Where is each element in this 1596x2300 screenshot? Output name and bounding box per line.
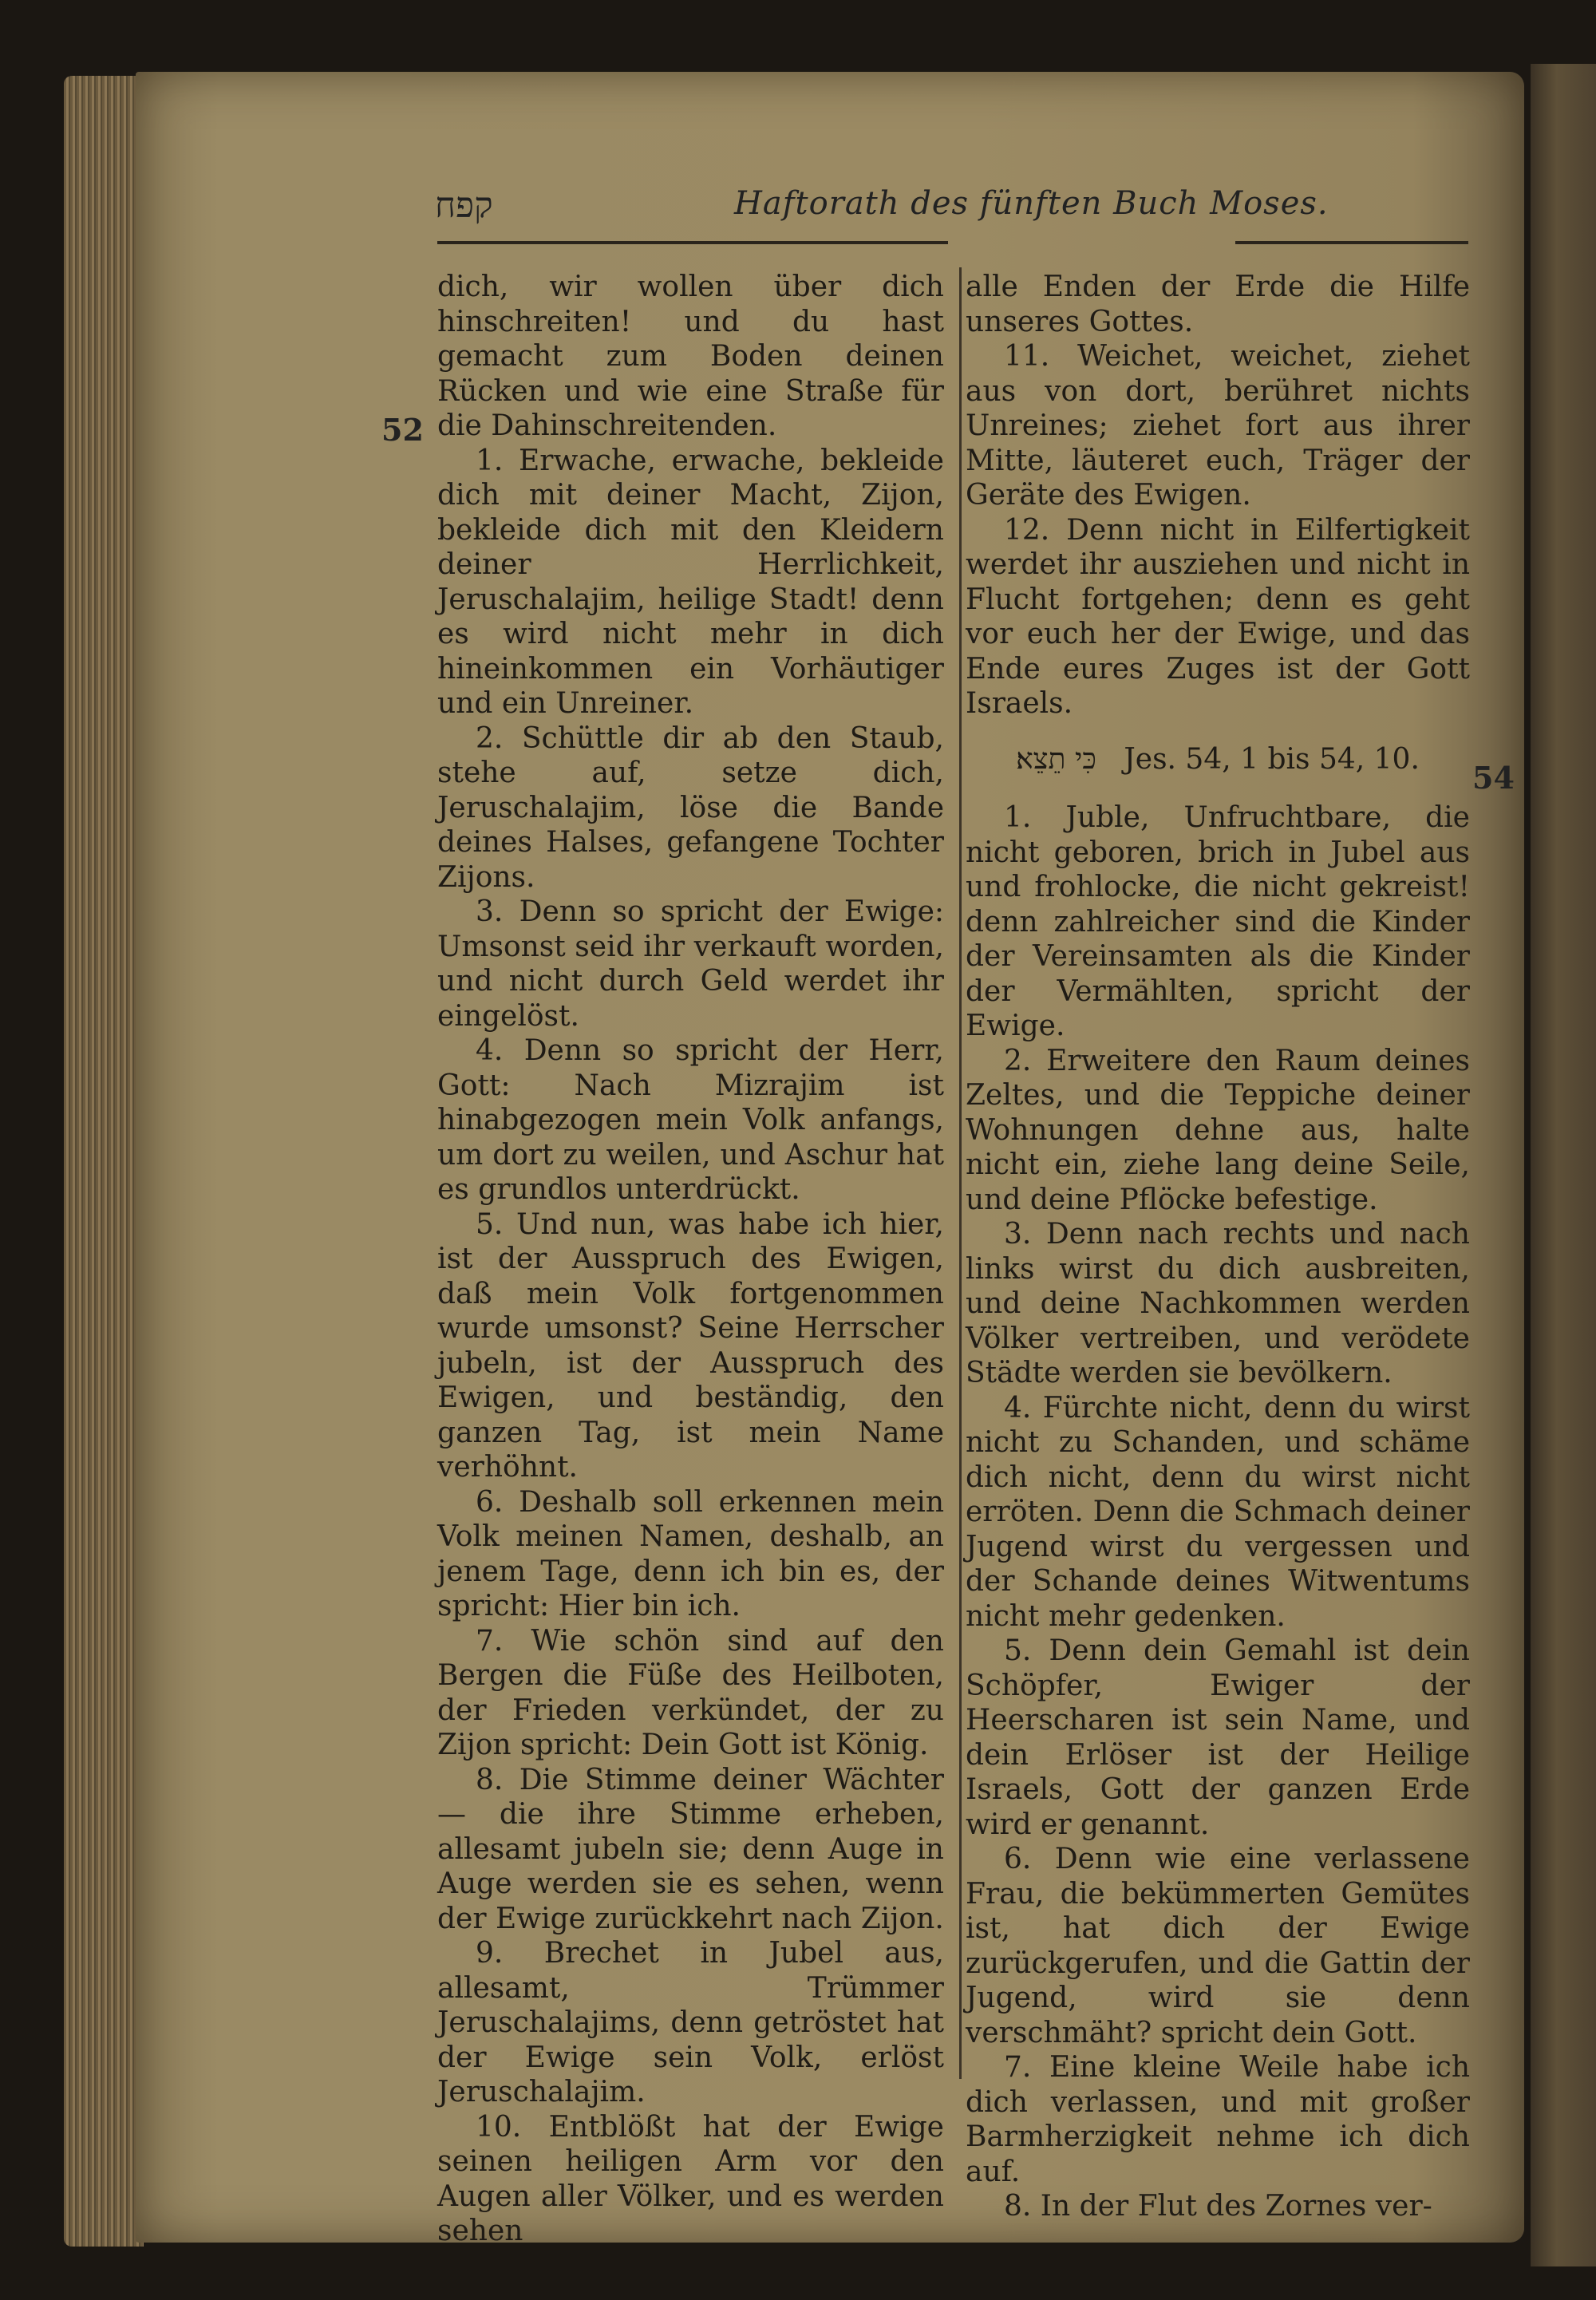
- header-rule-left: [437, 241, 948, 244]
- verse-paragraph: 8. Die Stimme deiner Wächter — die ihre Stimme erheben, allesamt jubeln sie; denn Auge in Auge werden sie es sehen, wenn der Ewige zurückkehrt nach Zijon.: [437, 1763, 944, 1935]
- haftarah-reference: [966, 742, 1470, 777]
- verse-paragraph: alle Enden der Erde die Hilfe unseres Gottes.: [966, 271, 1470, 338]
- running-title: Haftorath des fünften Buch Moses.: [734, 185, 1329, 222]
- verse-paragraph: 7. Wie schön sind auf den Bergen die Füße des Heilboten, der Frieden verkündet, der zu Zijon spricht: Dein Gott ist König.: [437, 1624, 944, 1761]
- chapter-number-left: 52: [381, 412, 424, 448]
- verse-paragraph: 12. Denn nicht in Eilfertigkeit werdet ihr ausziehen und nicht in Flucht fortgehen; denn es geht vor euch her der Ewige, und das Ende eures Zuges ist der Gott Israels.: [966, 513, 1470, 720]
- verse-paragraph: 5. Denn dein Gemahl ist dein Schöpfer, Ewiger der Heerscharen ist sein Name, und dein Erlöser ist der Heilige Israels, Gott der ganzen Erde wird er genannt.: [966, 1634, 1470, 1841]
- reference-hebrew: כִּי תֵצֵא׃: [1016, 742, 1096, 776]
- verse-paragraph: 4. Fürchte nicht, denn du wirst nicht zu Schanden, und schäme dich nicht, denn du wirst nicht erröten. Denn die Schmach deiner Jugend wirst du vergessen und der Schande deines Witwentums nicht mehr gedenken.: [966, 1391, 1470, 1633]
- verse-paragraph: 6. Denn wie eine verlassene Frau, die bekümmerten Gemütes ist, hat dich der Ewige zurückgerufen, und die Gattin der Jugend, wird sie denn verschmäht? spricht dein Gott.: [966, 1843, 1470, 2049]
- left-column: [437, 270, 944, 2249]
- verse-paragraph: 9. Brechet in Jubel aus, allesamt, Trümmer Jeruschalajims, denn getröstet hat der Ewige sein Volk, erlöst Jeruschalajim.: [437, 1937, 944, 2108]
- verse-paragraph: 5. Und nun, was habe ich hier, ist der Ausspruch des Ewigen, daß mein Volk fortgenommen wurde umsonst? Seine Herrscher jubeln, ist der Ausspruch des Ewigen, und beständig, den ganzen Tag, ist mein Name verhöhnt.: [437, 1207, 944, 1484]
- page-header: [435, 185, 1472, 233]
- verse-paragraph: 7. Eine kleine Weile habe ich dich verlassen, und mit großer Barmherzigkeit nehme ich dich auf.: [966, 2051, 1470, 2188]
- verse-paragraph: 6. Deshalb soll erkennen mein Volk meinen Namen, deshalb, an jenem Tage, denn ich bin es, der spricht: Hier bin ich.: [437, 1485, 944, 1622]
- facing-page-edge: [1531, 64, 1596, 2266]
- verse-paragraph: 11. Weichet, weichet, ziehet aus von dort, berühret nichts Unreines; ziehet fort aus ihrer Mitte, läuteret euch, Träger der Geräte des Ewigen.: [966, 340, 1470, 512]
- verse-paragraph: 1. Juble, Unfruchtbare, die nicht geboren, brich in Jubel aus und frohlocke, die nicht gekreist! denn zahlreicher sind die Kinder der Vereinsamten als die Kinder der Vermählten, spricht der Ewige.: [966, 801, 1470, 1042]
- verse-paragraph: 1. Erwache, erwache, bekleide dich mit deiner Macht, Zijon, bekleide dich mit den Kleidern deiner Herrlichkeit, Jeruschalajim, heilige Stadt! denn es wird nicht mehr in dich hineinkommen ein Vorhäutiger und ein Unreiner.: [437, 444, 944, 720]
- verse-paragraph: 8. In der Flut des Zornes ver-: [1004, 2190, 1432, 2223]
- column-divider: [959, 267, 962, 2079]
- chapter-number-right: 54: [1472, 760, 1515, 796]
- verse-paragraph: 3. Denn so spricht der Ewige: Umsonst seid ihr verkauft worden, und nicht durch Geld werdet ihr eingelöst.: [437, 895, 944, 1033]
- book-page-edges: [64, 76, 144, 2247]
- header-rule-right: [1235, 241, 1468, 244]
- verse-paragraph: 2. Schüttle dir ab den Staub, stehe auf, setze dich, Jeruschalajim, löse die Bande deines Halses, gefangene Tochter Zijons.: [437, 721, 944, 894]
- reference-citation: Jes. 54, 1 bis 54, 10.: [1124, 742, 1420, 776]
- verse-paragraph: 4. Denn so spricht der Herr, Gott: Nach Mizrajim ist hinabgezogen mein Volk anfangs, um dort zu weilen, und Aschur hat es grundlos unterdrückt.: [437, 1034, 944, 1206]
- verse-paragraph: 3. Denn nach rechts und nach links wirst du dich ausbreiten, und deine Nachkommen werden Völker vertreiben, und verödete Städte werden sie bevölkern.: [966, 1218, 1470, 1389]
- verse-paragraph: 2. Erweitere den Raum deines Zeltes, und die Teppiche deiner Wohnungen dehne aus, halte nicht ein, ziehe lang deine Seile, und deine Pflöcke befestige.: [966, 1044, 1470, 1216]
- verse-paragraph: dich, wir wollen über dich hinschreiten! und du hast gemacht zum Boden deinen Rücken und wie eine Straße für die Dahinschreitenden.: [437, 271, 944, 442]
- right-column: [966, 270, 1470, 2224]
- page-number-hebrew: קפח: [435, 185, 493, 226]
- verse-paragraph: 10. Entblößt hat der Ewige seinen heiligen Arm vor den Augen aller Völker, und es werden sehen: [437, 2110, 944, 2247]
